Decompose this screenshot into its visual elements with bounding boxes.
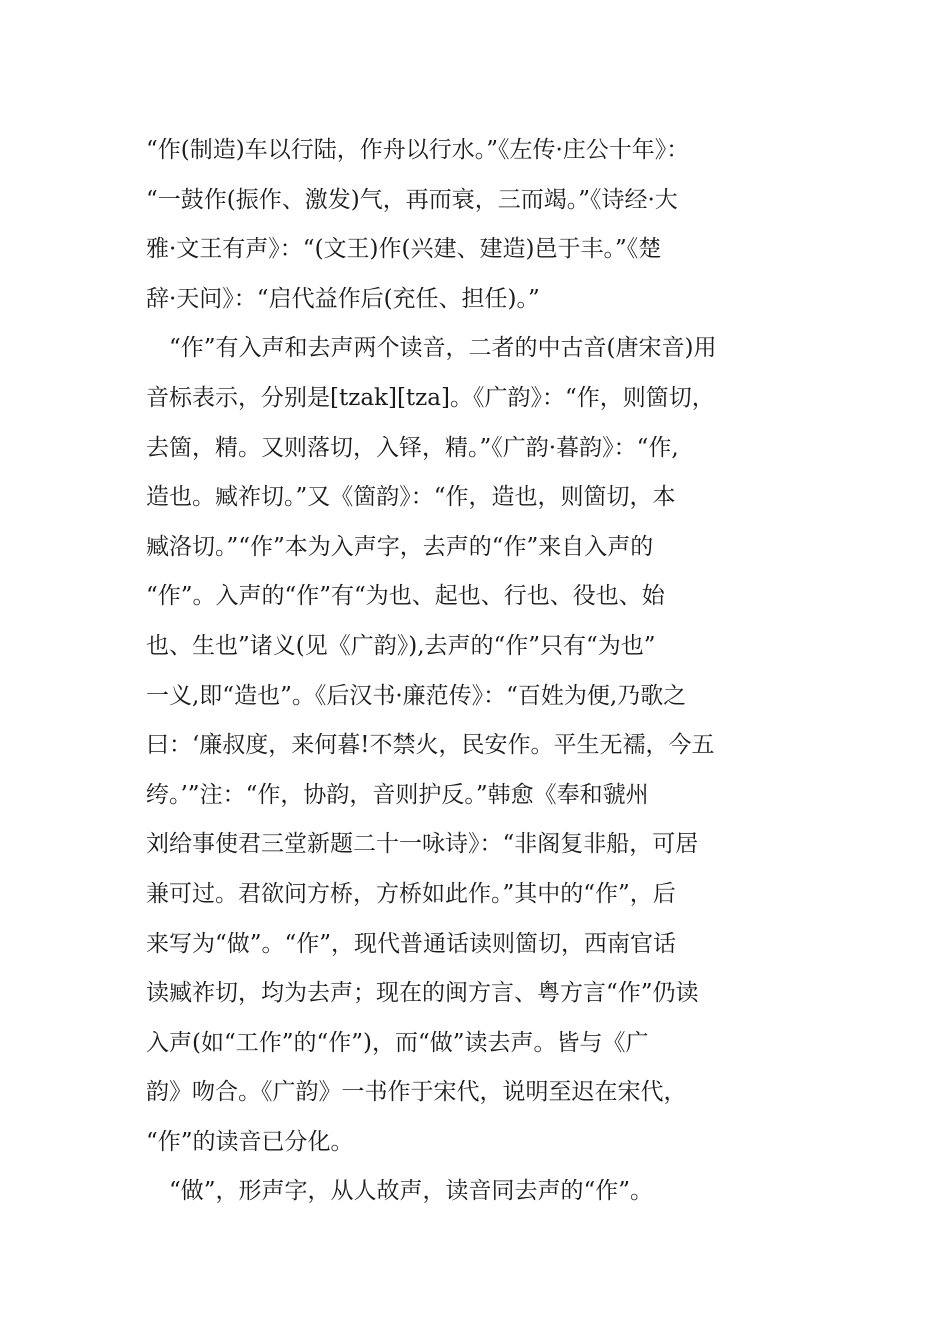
text-line: 一义,即“造也”。《后汉书·廉范传》：“百姓为便,乃歌之 xyxy=(146,682,687,709)
text-line: 绔。’”注：“作，协韵，音则护反。”韩愈《奉和虢州 xyxy=(146,781,649,808)
text-line: 读臧祚切，均为去声；现在的闽方言、粤方言“作”仍读 xyxy=(146,980,699,1007)
text-line: “作”。入声的“作”有“为也、起也、行也、役也、始 xyxy=(146,583,665,610)
text-line: 雅·文王有声》：“(文王)作(兴建、建造)邑于丰。”《楚 xyxy=(146,236,662,263)
text-line: 辞·天问》：“启代益作后(充任、担任)。” xyxy=(146,285,540,312)
text-line: 去箇，精。又则落切，入铎，精。”《广韵·暮韵》：“作, xyxy=(146,434,679,461)
text-line: 臧洛切。”“作”本为入声字，去声的“作”来自入声的 xyxy=(146,533,654,560)
text-line: “作”的读音已分化。 xyxy=(146,1128,354,1155)
text-line: 也、生也”诸义(见《广韵》),去声的“作”只有“为也” xyxy=(146,632,656,659)
text-line: 兼可过。君欲问方桥，方桥如此作。”其中的“作”，后 xyxy=(146,880,676,907)
text-line: “一鼓作(振作、激发)气，再而衰，三而竭。”《诗经·大 xyxy=(146,186,678,213)
text-line: 曰：‘廉叔度，来何暮!不禁火，民安作。平生无襦，今五 xyxy=(146,732,715,759)
text-line: “做”，形声字，从人故声，读音同去声的“作”。 xyxy=(146,1178,654,1205)
text-line: 刘给事使君三堂新题二十一咏诗》：“非阁复非船，可居 xyxy=(146,831,699,858)
text-line: “作”有入声和去声两个读音，二者的中古音(唐宋音)用 xyxy=(146,335,717,362)
text-line: 韵》吻合。《广韵》一书作于宋代，说明至迟在宋代， xyxy=(146,1079,687,1106)
body-text xyxy=(146,126,826,1217)
text-line: 造也。臧祚切。”又《箇韵》：“作，造也，则箇切，本 xyxy=(146,484,676,511)
text-line: 来写为“做”。“作”，现代普通话读则箇切，西南官话 xyxy=(146,930,677,957)
text-line: “作(制造)车以行陆，作舟以行水。”《左传·庄公十年》： xyxy=(146,137,690,163)
text-line: 入声(如“工作”的“作”)，而“做”读去声。皆与《广 xyxy=(146,1029,649,1056)
text-line: 音标表示，分别是[tzak][tza]。《广韵》：“作，则箇切， xyxy=(146,384,715,411)
